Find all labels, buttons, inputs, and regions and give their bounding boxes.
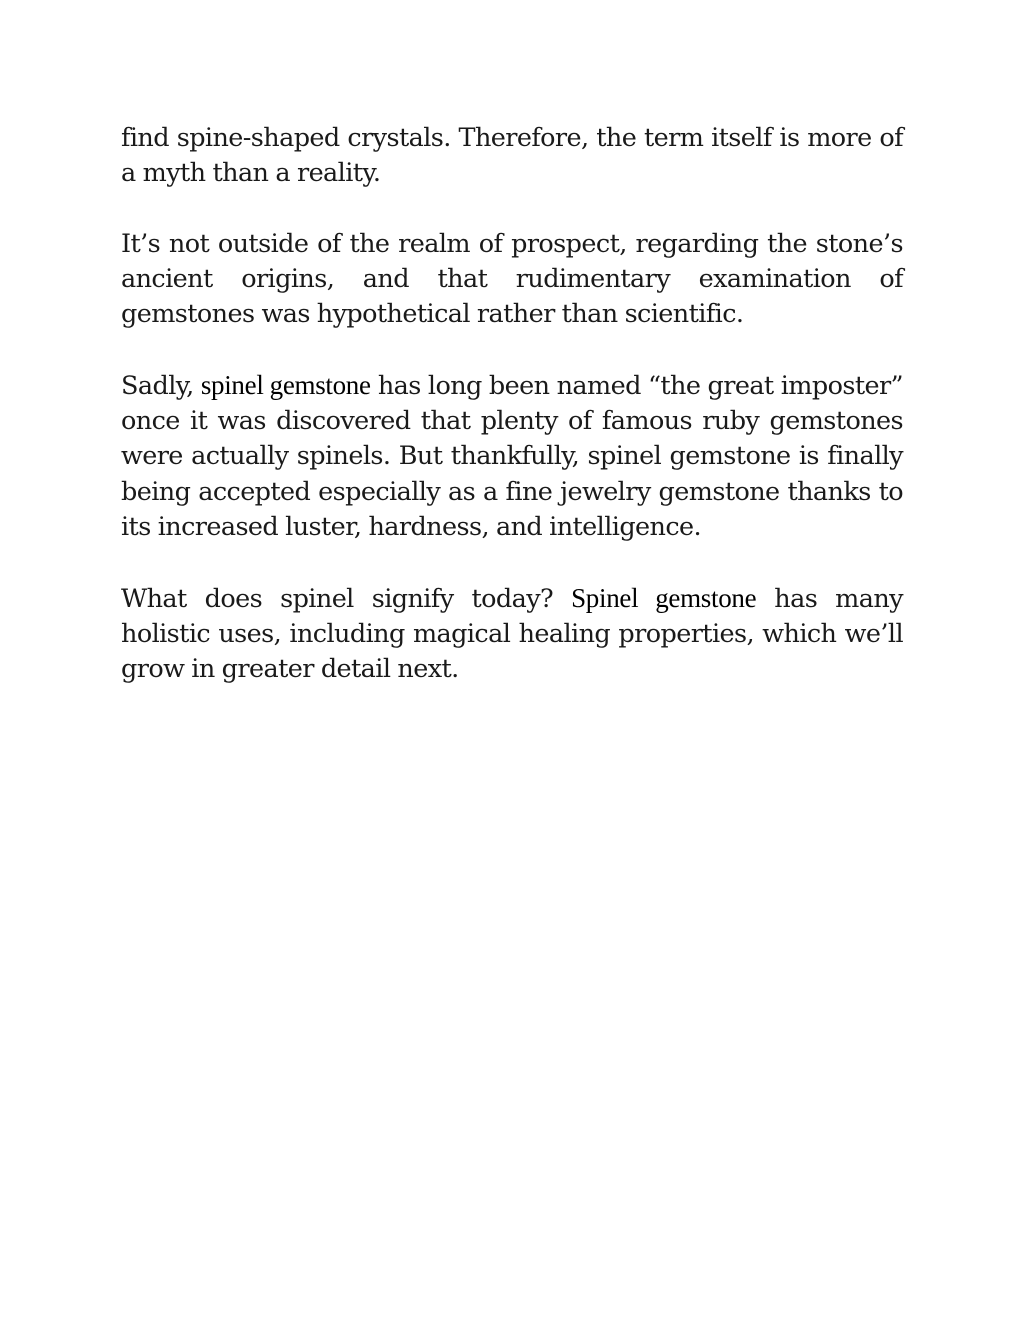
- spinel-gemstone-link[interactable]: Spinel gemstone: [571, 582, 757, 613]
- paragraph-text-before-link: What does spinel signify today?: [121, 583, 572, 614]
- paragraph-great-imposter: [121, 368, 903, 545]
- spinel-gemstone-link[interactable]: spinel gemstone: [200, 370, 371, 401]
- paragraph-spinel-today: [121, 581, 903, 688]
- paragraph-text-before-link: Sadly,: [121, 371, 201, 402]
- paragraph-ancient-origins: It’s not outside of the realm of prospect, regarding the stone’s ancient origins, and that rudimentary examination of gemstones was hypothetical rather than scientific.: [121, 228, 903, 330]
- paragraph-text-after-link: has long been named “the great imposter” once it was discovered that plenty of famous ruby gemstones were actually spinels. But thankfully, spinel gemstone is finally being accepted especially as a fine jewelry gemstone thanks to its increased luster, hardness, and intelligence.: [121, 371, 903, 542]
- paragraph-spine-shaped-crystals: find spine-shaped crystals. Therefore, the term itself is more of a myth than a reality.: [121, 123, 903, 189]
- paragraph-text-after-link: has many holistic uses, including magical healing properties, which we’ll grow in greater detail next.: [121, 583, 903, 684]
- document-body: [121, 121, 903, 723]
